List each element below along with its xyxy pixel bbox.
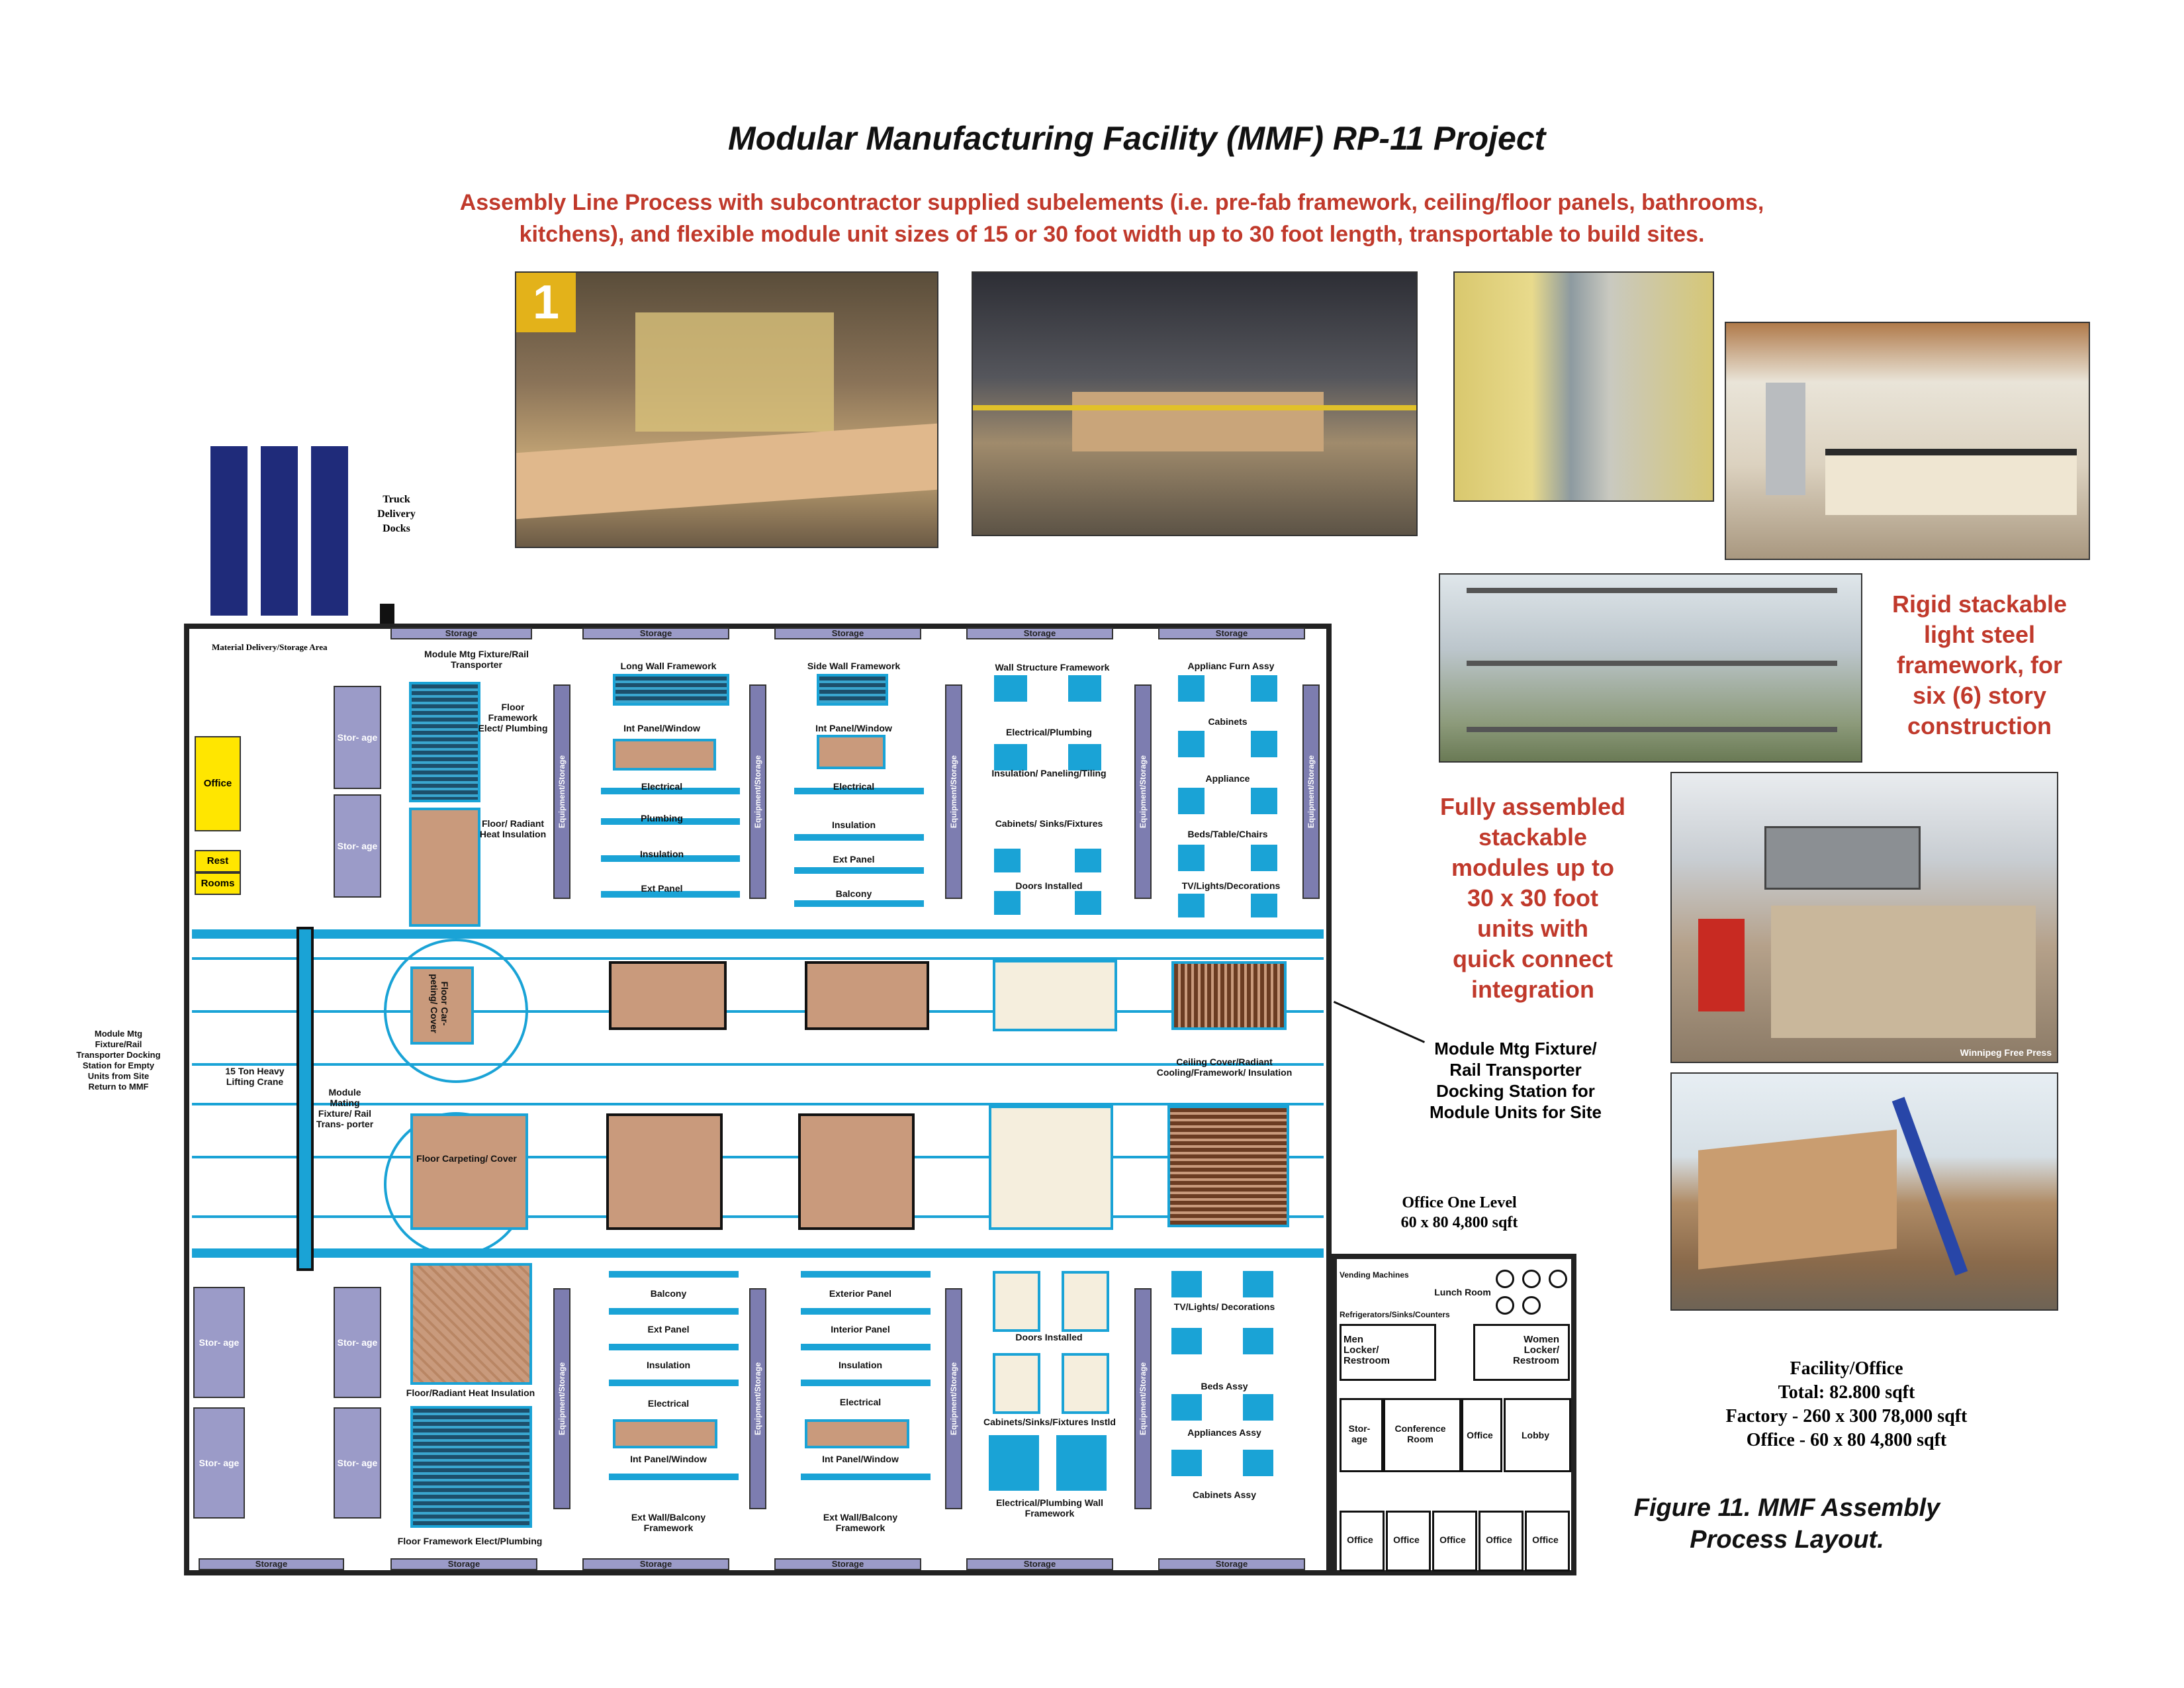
ceiling-label: Ceiling Cover/Radiant Cooling/Framework/ Insulation — [1156, 1056, 1293, 1078]
appliance-block — [1171, 1450, 1202, 1476]
lobby-label: Lobby — [1522, 1430, 1549, 1440]
storage-bar: Storage — [966, 628, 1113, 639]
floor-step-label: Floor Framework Elect/Plumbing — [397, 1536, 543, 1546]
lunch-label: Lunch Room — [1434, 1287, 1491, 1297]
appliance-block — [1178, 845, 1205, 871]
bath-pod — [993, 1271, 1040, 1332]
material-delivery-area: Material Delivery/Storage Area — [212, 642, 328, 652]
bath-pod — [1062, 1353, 1109, 1414]
storage-bar: Storage — [390, 1558, 537, 1570]
office-label: Office — [1467, 1430, 1493, 1440]
facility-summary — [1694, 1357, 1999, 1452]
equipment-storage-label: Equipment/Storage — [557, 755, 567, 829]
wall-structure-block — [994, 744, 1027, 771]
table-icon — [1496, 1296, 1514, 1315]
figure-caption — [1602, 1492, 1972, 1556]
long-wall-step: Electrical — [647, 1398, 690, 1409]
side-wall-step: Balcony — [835, 888, 872, 899]
truck-dock — [210, 446, 248, 616]
floor-step-label: Floor/Radiant Heat Insulation — [406, 1387, 535, 1398]
wall-structure-block — [994, 849, 1021, 872]
equipment-storage-label: Equipment/Storage — [1306, 755, 1316, 829]
office-title-line: Office One Level — [1402, 1194, 1517, 1211]
appliance-block — [1251, 788, 1277, 814]
floor-radiant-station-lower — [410, 1263, 532, 1385]
callout-assembled-line: integration — [1471, 976, 1594, 1003]
office-title-line: 60 x 80 4,800 sqft — [1400, 1214, 1518, 1231]
module-ceiling — [1171, 961, 1287, 1030]
module-floorplan-large — [989, 1105, 1113, 1230]
callout-assembled-line: modules up to — [1451, 854, 1614, 881]
storage-block: Stor- age — [334, 686, 381, 789]
side-wall-rail — [801, 1308, 931, 1315]
equipment-storage — [1302, 684, 1320, 899]
appliance-step: TV/Lights/ Decorations — [1173, 1301, 1275, 1312]
long-wall-footer: Ext Wall/Balcony Framework — [631, 1512, 706, 1533]
womens-label-line: Restroom — [1512, 1355, 1559, 1366]
long-wall-step: Balcony — [650, 1288, 687, 1299]
wall-structure-step: Electrical/Plumbing — [1006, 727, 1092, 737]
rooms: Rooms — [195, 872, 241, 895]
appliance-block — [1178, 894, 1205, 917]
long-wall-rail — [609, 1344, 739, 1350]
wall-structure-block — [994, 675, 1027, 702]
long-wall-step: Insulation — [646, 1360, 691, 1370]
side-wall-frame — [817, 674, 888, 706]
side-wall-panel — [817, 735, 886, 769]
side-wall-step: Electrical — [839, 1397, 882, 1407]
header-long-wall: Long Wall Framework — [620, 661, 717, 671]
equipment-storage-label: Equipment/Storage — [949, 755, 958, 829]
callout-assembled-line: Fully assembled — [1439, 793, 1626, 820]
appliance-block — [1251, 731, 1277, 757]
callout-rigid-line: framework, for — [1896, 651, 2063, 679]
module-label: Floor Car- peting/ Cover — [429, 974, 450, 1033]
office-label: Office — [1393, 1534, 1420, 1545]
callout-assembled-line: quick connect — [1452, 945, 1614, 972]
callout-rigid-line: construction — [1907, 712, 2052, 739]
header-appliance: Applianc Furn Assy — [1187, 661, 1275, 671]
appliance-step: Beds Assy — [1201, 1381, 1248, 1391]
truck-dock — [261, 446, 298, 616]
appliance-block — [1178, 675, 1205, 702]
callout-rigid-line: six (6) story — [1912, 682, 2047, 709]
mens-label-line: Locker/ — [1343, 1344, 1379, 1356]
appliance-block — [1171, 1271, 1202, 1297]
storage-bar: Storage — [390, 628, 532, 639]
rest-room: Rest — [195, 850, 241, 872]
module-ceiling-large — [1167, 1105, 1289, 1227]
truck-docks-label-line: Delivery — [377, 508, 416, 520]
module-floor-carpeting-large — [410, 1113, 528, 1230]
fridges-label: Refrigerators/Sinks/Counters — [1340, 1310, 1450, 1319]
photo-module-crane-lift — [1670, 772, 2058, 1063]
vending-label: Vending Machines — [1340, 1270, 1409, 1280]
callout-assembled-modules — [1420, 792, 1645, 1005]
long-wall-panel — [613, 1419, 717, 1448]
table-icon — [1549, 1270, 1567, 1288]
module-label: Floor Carpeting/ Cover — [416, 1153, 517, 1164]
appliance-block — [1243, 1394, 1273, 1421]
wall-structure-block — [1075, 849, 1101, 872]
facility-factory: Factory - 260 x 300 78,000 sqft — [1725, 1406, 1968, 1427]
appliance-block — [1243, 1271, 1273, 1297]
figure-caption-line: Process Layout. — [1690, 1526, 1884, 1554]
mens-label — [1343, 1335, 1423, 1366]
equipment-storage — [749, 1288, 766, 1509]
facility-heading: Facility/Office — [1790, 1358, 1903, 1379]
appliance-step: TV/Lights/Decorations — [1181, 880, 1281, 891]
long-wall-panel — [613, 739, 716, 771]
storage-bar: Storage — [774, 1558, 921, 1570]
side-wall-step: Interior Panel — [831, 1324, 890, 1335]
long-wall-frame — [613, 674, 729, 706]
mens-label-line: Restroom — [1343, 1355, 1390, 1366]
womens-label-line: Locker/ — [1524, 1344, 1559, 1356]
bath-step: Doors Installed — [1015, 1332, 1083, 1342]
floor-radiant-station — [409, 808, 480, 927]
photo-steel-framework — [1439, 573, 1862, 763]
office-label: Office — [1439, 1534, 1466, 1545]
equipment-storage-label: Equipment/Storage — [1138, 755, 1148, 829]
bath-pod — [993, 1353, 1040, 1414]
storage-bar: Storage — [1158, 628, 1305, 639]
office-label: Office — [1486, 1534, 1512, 1545]
appliance-step: Beds/Table/Chairs — [1187, 829, 1268, 839]
long-wall-step: Int Panel/Window — [630, 1454, 707, 1464]
wall-structure-step: Doors Installed — [1015, 880, 1083, 891]
side-wall-rail — [794, 867, 924, 874]
equipment-storage — [945, 684, 962, 899]
office-storage-label: Stor- age — [1348, 1423, 1371, 1444]
table-icon — [1522, 1270, 1541, 1288]
mid-rail — [192, 1156, 1324, 1158]
module-long-wall-large — [606, 1113, 723, 1230]
side-wall-rail — [801, 1344, 931, 1350]
appliance-block — [1251, 675, 1277, 702]
header-side-wall: Side Wall Framework — [807, 661, 901, 671]
appliance-block — [1178, 731, 1205, 757]
wall-structure-block — [1068, 744, 1101, 771]
wall-structure-block — [994, 891, 1021, 915]
facility-office: Office - 60 x 80 4,800 sqft — [1746, 1430, 1947, 1450]
long-wall-rail — [609, 1271, 739, 1278]
photo-badge: 1 — [516, 273, 576, 332]
bath-pod — [1062, 1271, 1109, 1332]
side-wall-step: Int Panel/Window — [815, 723, 892, 733]
subtitle — [251, 187, 1972, 250]
floor-framework-station-lower — [410, 1406, 532, 1528]
long-wall-step: Ext Panel — [647, 1324, 690, 1335]
womens-label — [1480, 1335, 1559, 1366]
callout-rigid-line: light steel — [1923, 621, 2036, 648]
module-side-wall-large — [798, 1113, 915, 1230]
mid-rail — [192, 957, 1324, 960]
storage-block: Stor- age — [334, 1287, 381, 1398]
truck-docks-label — [360, 492, 433, 536]
truck-docks-label-line: Truck — [383, 494, 410, 505]
equipment-storage — [553, 1288, 570, 1509]
storage-bar: Storage — [1158, 1558, 1305, 1570]
long-wall-step: Ext Panel — [641, 883, 683, 894]
side-wall-step: Ext Panel — [833, 854, 875, 865]
long-wall-rail — [609, 1474, 739, 1480]
equipment-storage-label: Equipment/Storage — [753, 1362, 762, 1436]
equipment-storage — [1134, 684, 1152, 899]
mens-label-line: Men — [1343, 1334, 1363, 1345]
bath-step: Cabinets/Sinks/Fixtures Instld — [983, 1417, 1116, 1427]
truck-docks-label-line: Docks — [383, 523, 410, 534]
storage-bar: Storage — [199, 1558, 344, 1570]
side-wall-panel — [805, 1419, 909, 1448]
appliance-block — [1251, 845, 1277, 871]
fixture-label: Module Mating Fixture/ Rail Trans- porter — [316, 1087, 374, 1129]
mid-rail — [192, 1010, 1324, 1013]
equipment-storage-label: Equipment/Storage — [949, 1362, 958, 1436]
table-icon — [1522, 1296, 1541, 1315]
conference-label: Conference Room — [1394, 1423, 1446, 1444]
storage-block: Stor- age — [334, 794, 381, 898]
subtitle-line-2: kitchens), and flexible module unit sizes of 15 or 30 foot width up to 30 foot length, transportable to build sites. — [519, 222, 1705, 247]
equipment-storage — [749, 684, 766, 899]
side-wall-rail — [801, 1474, 931, 1480]
floor-step-label: Floor/ Radiant Heat Insulation — [479, 818, 547, 839]
storage-bar: Storage — [582, 628, 729, 639]
side-wall-rail — [794, 834, 924, 841]
header-module-fixture: Module Mtg Fixture/Rail Transporter — [424, 649, 529, 670]
side-wall-step: Int Panel/Window — [822, 1454, 899, 1464]
wall-structure-step: Insulation/ Paneling/Tiling — [991, 768, 1107, 778]
truck-dock — [311, 446, 348, 616]
figure-caption-line: Figure 11. MMF Assembly — [1633, 1494, 1940, 1522]
appliance-block — [1243, 1450, 1273, 1476]
module-side-wall — [805, 961, 929, 1030]
facility-total: Total: 82.800 sqft — [1778, 1382, 1915, 1403]
equipment-storage-label: Equipment/Storage — [753, 755, 762, 829]
storage-bar: Storage — [774, 628, 921, 639]
subtitle-line-1: Assembly Line Process with subcontractor supplied subelements (i.e. pre-fab framework, ceiling/floor panels, bathrooms, — [459, 190, 1764, 215]
storage-block: Stor- age — [193, 1287, 245, 1398]
office-label: Office — [1532, 1534, 1559, 1545]
photo-kitchen — [1725, 322, 2090, 560]
office-title — [1377, 1193, 1542, 1233]
photo-bathroom-pod — [1453, 271, 1714, 502]
appliance-block — [1251, 894, 1277, 917]
bath-frame — [1056, 1435, 1107, 1491]
side-wall-step: Insulation — [838, 1360, 883, 1370]
equipment-storage-label: Equipment/Storage — [557, 1362, 567, 1436]
appliance-step: Appliance — [1205, 773, 1250, 784]
office-room: Office — [195, 736, 241, 831]
module-floorplan — [993, 960, 1117, 1031]
photo-house-crane — [1670, 1072, 2058, 1311]
bath-frame — [989, 1435, 1039, 1491]
appliance-block — [1243, 1328, 1273, 1354]
wall-structure-block — [1075, 891, 1101, 915]
long-wall-step: Electrical — [641, 781, 683, 792]
photo-assembly-line — [972, 271, 1418, 536]
side-wall-footer: Ext Wall/Balcony Framework — [823, 1512, 898, 1533]
side-wall-step: Exterior Panel — [829, 1288, 892, 1299]
womens-label-line: Women — [1524, 1334, 1559, 1345]
equipment-storage — [945, 1288, 962, 1509]
long-wall-rail — [609, 1380, 739, 1386]
equipment-storage-label: Equipment/Storage — [1138, 1362, 1148, 1436]
callout-rigid-line: Rigid stackable — [1891, 590, 2068, 618]
long-wall-rail — [609, 1308, 739, 1315]
header-wall-structure: Wall Structure Framework — [995, 662, 1110, 673]
module-long-wall — [609, 961, 727, 1030]
photo-watermark: Winnipeg Free Press — [1960, 1047, 2052, 1058]
page-title: Modular Manufacturing Facility (MMF) RP-11 Project — [728, 120, 1546, 157]
long-wall-step: Insulation — [639, 849, 684, 859]
side-wall-rail — [801, 1380, 931, 1386]
long-wall-step: Plumbing — [641, 813, 683, 823]
equipment-storage — [1134, 1288, 1152, 1509]
right-docking-label: Module Mtg Fixture/ Rail Transporter Docking Station for Module Units for Site — [1430, 1039, 1602, 1122]
wall-structure-block — [1068, 675, 1101, 702]
appliance-step: Cabinets — [1208, 716, 1248, 727]
long-wall-step: Int Panel/Window — [623, 723, 700, 733]
callout-rigid-framework — [1870, 589, 2089, 741]
equipment-storage — [553, 684, 570, 899]
callout-assembled-line: 30 x 30 foot — [1467, 884, 1599, 912]
storage-block: Stor- age — [193, 1407, 245, 1519]
storage-bar: Storage — [966, 1558, 1113, 1570]
side-wall-rail — [801, 1271, 931, 1278]
main-rail-top — [192, 929, 1324, 939]
appliance-block — [1171, 1394, 1202, 1421]
left-docking-label: Module Mtg Fixture/Rail Transporter Docking Station for Empty Units from Site Return to MMF — [76, 1029, 161, 1092]
crane-label: 15 Ton Heavy Lifting Crane — [225, 1066, 285, 1087]
appliance-block — [1178, 788, 1205, 814]
storage-block: Stor- age — [334, 1407, 381, 1519]
side-wall-step: Insulation — [831, 820, 876, 830]
appliance-block — [1171, 1328, 1202, 1354]
floor-step-label: Floor Framework Elect/ Plumbing — [478, 702, 548, 733]
side-wall-step: Electrical — [833, 781, 875, 792]
photo-factory-floor — [515, 271, 938, 548]
callout-assembled-line: units with — [1477, 915, 1588, 942]
side-wall-rail — [794, 900, 924, 907]
appliance-step: Cabinets Assy — [1193, 1489, 1256, 1500]
main-rail-bottom — [192, 1248, 1324, 1258]
table-icon — [1496, 1270, 1514, 1288]
appliance-step: Appliances Assy — [1187, 1427, 1261, 1438]
pointer-line — [1334, 1001, 1425, 1043]
mid-rail — [192, 1215, 1324, 1218]
wall-structure-step: Cabinets/ Sinks/Fixtures — [995, 818, 1103, 829]
crane-beam — [296, 927, 314, 1271]
floor-framework-station — [409, 682, 480, 802]
callout-assembled-line: stackable — [1478, 823, 1588, 851]
bath-footer: Electrical/Plumbing Wall Framework — [995, 1497, 1104, 1519]
storage-bar: Storage — [582, 1558, 729, 1570]
office-label: Office — [1347, 1534, 1373, 1545]
